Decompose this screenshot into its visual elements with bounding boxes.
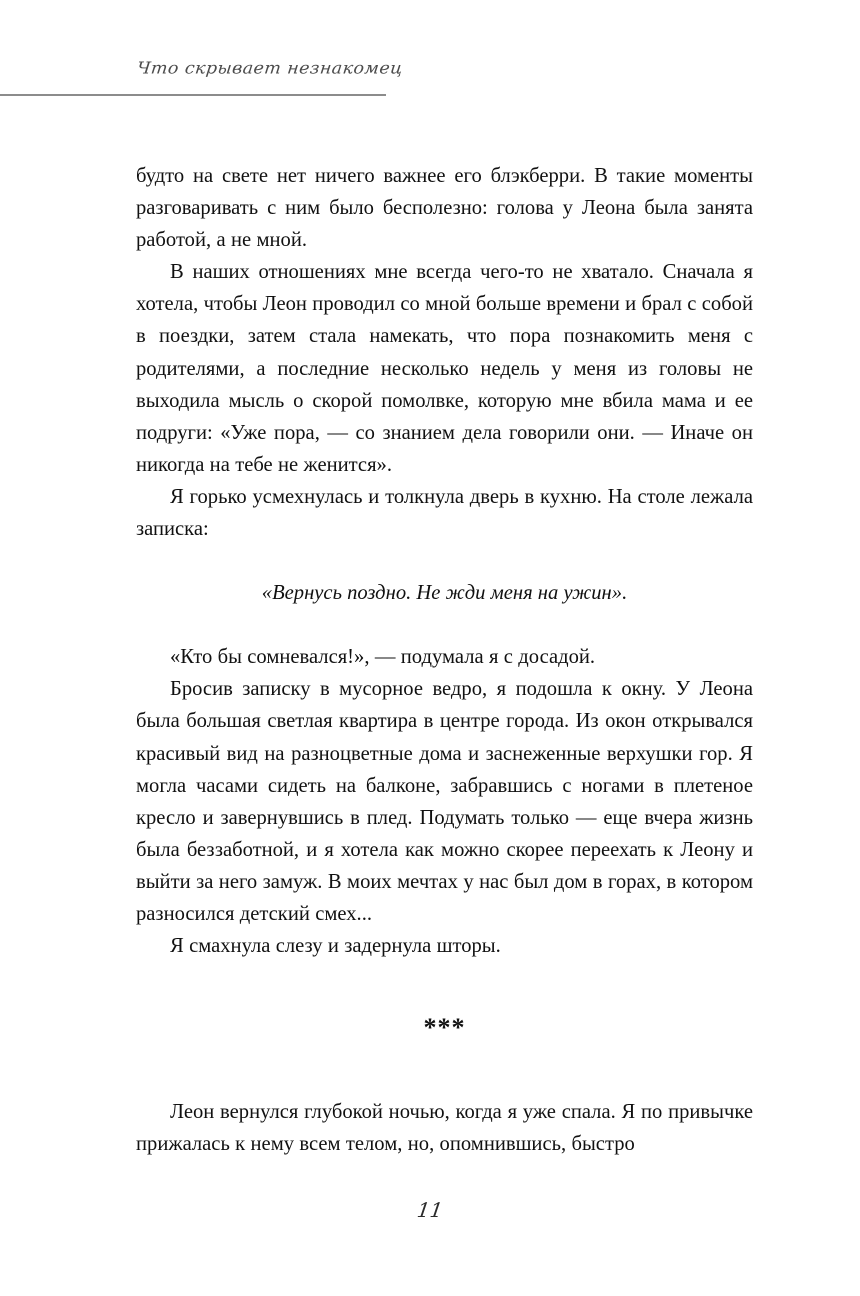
spacer	[136, 609, 753, 641]
running-header	[0, 58, 404, 98]
paragraph: Я смахнула слезу и задернула шторы.	[170, 935, 501, 958]
spacer	[136, 545, 753, 577]
paragraph: Я горько усмехнулась и толкнула дверь в кухню. На столе лежала записка:	[136, 485, 753, 541]
paragraph: В наших отношениях мне всегда чего-то не хватало. Сначала я хотела, чтобы Леон проводил со мной больше времени и брал с собой в поездки, затем стала намекать, что пора познакомить меня с родителями, а последние несколько недель у меня из головы не выходила мысль о скорой помолвке, которую мне вбила мама и ее подруги: «Уже пора, — со знанием дела говорили они. — Иначе он никогда на тебе не женится».	[136, 261, 753, 476]
spacer	[136, 962, 753, 1012]
header-rule-line	[0, 94, 386, 96]
paragraph: будто на свете нет ничего важнее его блэкберри. В такие моменты разговаривать с ним было бесполезно: голова у Леона была занята работой, а не мной.	[136, 165, 753, 252]
spacer	[136, 1044, 753, 1096]
scene-divider-asterisks: ***	[423, 1013, 466, 1043]
running-header-title: Что скрывает незнакомец	[136, 59, 404, 78]
page-number: 11	[415, 1198, 445, 1222]
paragraph: Бросив записку в мусорное ведро, я подошла к окну. У Леона была большая светлая квартира в центре города. Из окон открывался красивый вид на разноцветные дома и заснеженные верхушки гор. Я могла часами сидеть на балконе, забравшись с ногами в плетеное кресло и завернувшись в плед. Подумать только — еще вчера жизнь была беззаботной, и я хотела как можно скорее переехать к Леону и выйти за него замуж. В моих мечтах у нас был дом в горах, в котором разносился детский смех...	[136, 678, 753, 925]
inline-note-quote: «Вернусь поздно. Не жди меня на ужин».	[261, 582, 628, 605]
paragraph: Леон вернулся глубокой ночью, когда я уже спала. Я по привычке прижалась к нему всем телом, но, опомнившись, быстро	[136, 1101, 753, 1156]
body-text-block	[136, 160, 753, 1160]
paragraph: «Кто бы сомневался!», — подумала я с досадой.	[170, 646, 596, 669]
